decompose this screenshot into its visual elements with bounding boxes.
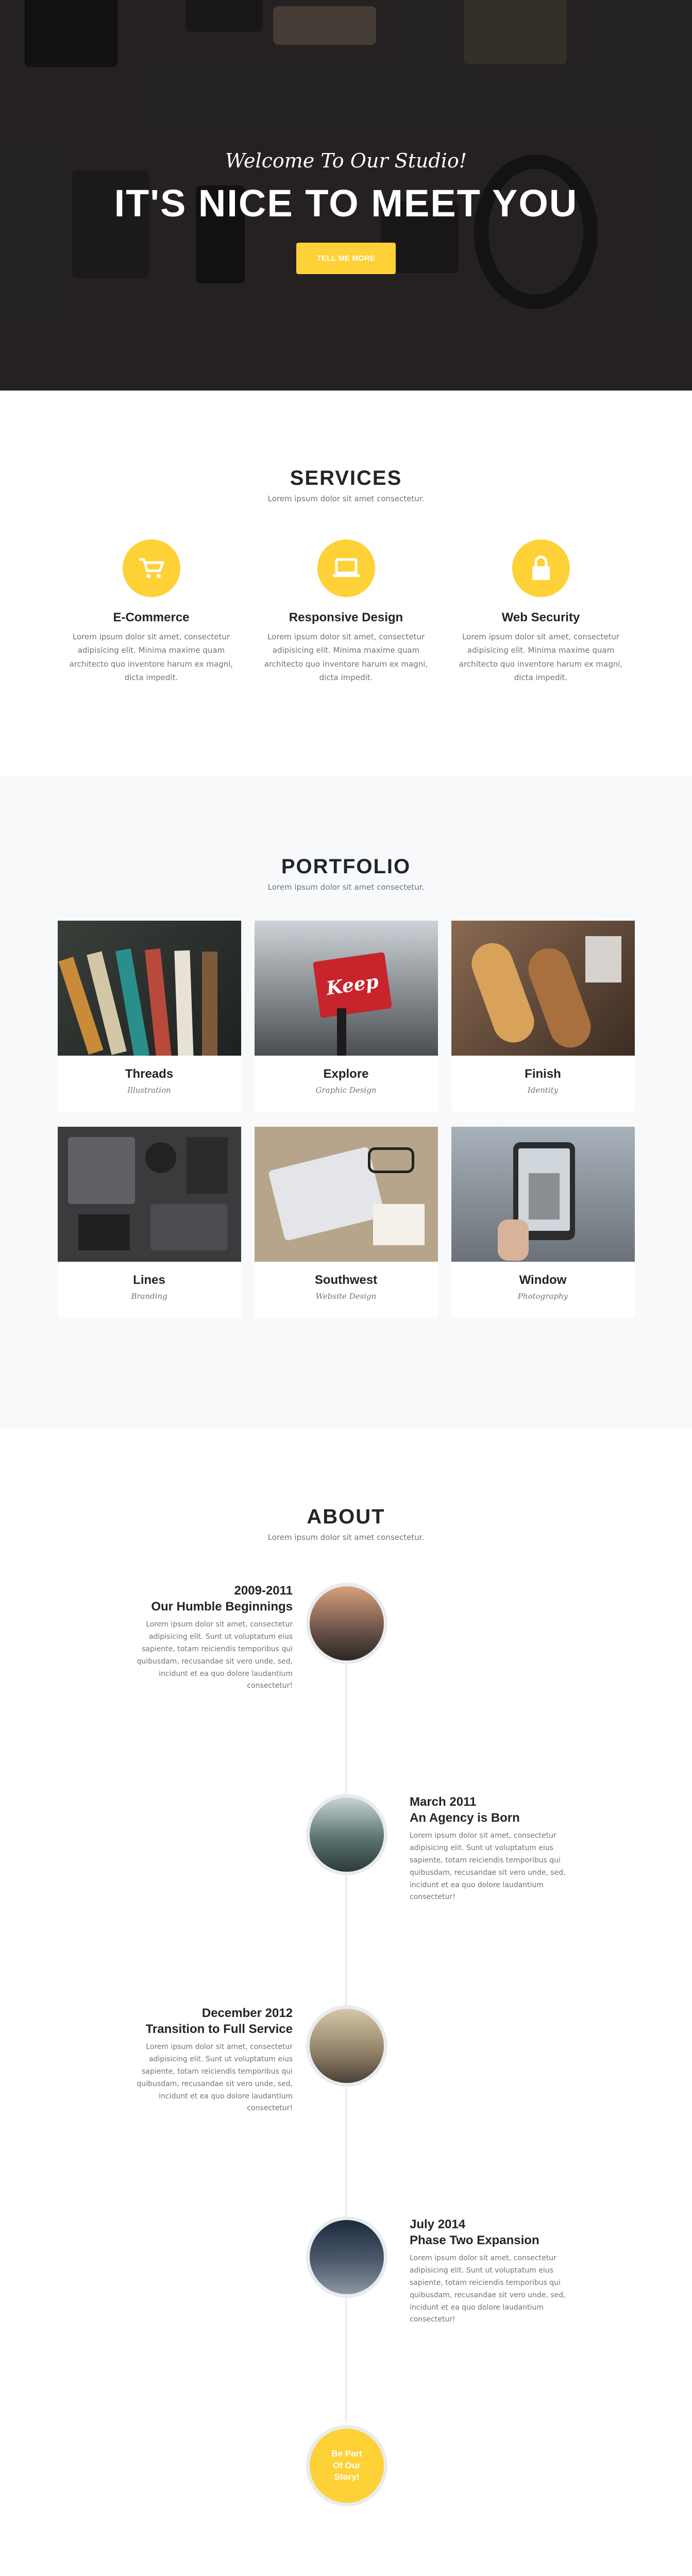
timeline-heading: Phase Two Expansion <box>410 2233 539 2248</box>
timeline-image <box>306 1794 387 1875</box>
timeline-body: Lorem ipsum dolor sit amet, consectetur adipisicing elit. Sunt ut voluptatum eius sapiente, totam reiciendis temporibus qui quibusdam, recusandae sit vero unde, sed, incidunt et ea quo dolore laudantium consectetur! <box>410 2254 566 2324</box>
timeline-heading: Our Humble Beginnings <box>151 1600 293 1614</box>
portfolio-item-threads[interactable] <box>58 921 241 1111</box>
tell-me-more-button[interactable]: TELL ME MORE <box>296 243 396 274</box>
portfolio-item-title: Threads <box>125 1067 174 1081</box>
portfolio-image[interactable] <box>255 1127 438 1262</box>
portfolio-item-category: Identity <box>527 1086 559 1095</box>
timeline-date: 2009-2011 <box>234 1584 293 1598</box>
about-subtitle: Lorem ipsum dolor sit amet consectetur. <box>267 1533 425 1542</box>
portfolio-item-window[interactable] <box>451 1127 635 1317</box>
timeline-image <box>306 1583 387 1664</box>
service-text: Lorem ipsum dolor sit amet, consectetur adipisicing elit. Minima maxime quam architecto quo inventore harum ex magni, dicta impedit. <box>264 632 428 682</box>
hero-section <box>0 0 692 391</box>
portfolio-item-category: Illustration <box>127 1086 171 1095</box>
portfolio-item-title: Window <box>519 1273 567 1287</box>
portfolio-image[interactable] <box>58 921 241 1056</box>
portfolio-image[interactable] <box>451 921 635 1056</box>
portfolio-section <box>0 776 692 1428</box>
services-title: SERVICES <box>290 467 402 489</box>
service-title: Web Security <box>501 611 580 624</box>
portfolio-title: PORTFOLIO <box>281 855 411 878</box>
service-title: E-Commerce <box>113 611 190 624</box>
timeline-date: July 2014 <box>410 2217 466 2231</box>
be-part-of-our-story-label: Be Part Of Our Story! <box>331 2448 362 2482</box>
timeline-body: Lorem ipsum dolor sit amet, consectetur adipisicing elit. Sunt ut voluptatum eius sapiente, totam reiciendis temporibus qui quibusdam, recusandae sit vero unde, sed, incidunt et ea quo dolore laudantium consectetur! <box>410 1832 566 1902</box>
portfolio-item-explore[interactable] <box>255 921 438 1111</box>
services-subtitle: Lorem ipsum dolor sit amet consectetur. <box>267 494 425 503</box>
portfolio-image[interactable] <box>58 1127 241 1262</box>
portfolio-item-finish[interactable] <box>451 921 635 1111</box>
timeline-heading: Transition to Full Service <box>145 2022 293 2037</box>
hero-heading: IT'S NICE TO MEET YOU <box>114 182 578 225</box>
portfolio-subtitle: Lorem ipsum dolor sit amet consectetur. <box>267 883 425 892</box>
portfolio-image[interactable] <box>255 921 438 1056</box>
hero-subheading: Welcome To Our Studio! <box>225 149 467 172</box>
timeline-body: Lorem ipsum dolor sit amet, consectetur adipisicing elit. Sunt ut voluptatum eius sapiente, totam reiciendis temporibus qui quibusdam, recusandae sit vero unde, sed, incidunt et ea quo dolore laudantium consectetur! <box>137 1620 293 1690</box>
services-section <box>0 391 692 776</box>
portfolio-item-category: Graphic Design <box>315 1086 377 1095</box>
portfolio-item-southwest[interactable] <box>255 1127 438 1317</box>
portfolio-image[interactable] <box>451 1127 635 1262</box>
portfolio-item-title: Finish <box>525 1067 561 1081</box>
timeline-body: Lorem ipsum dolor sit amet, consectetur adipisicing elit. Sunt ut voluptatum eius sapiente, totam reiciendis temporibus qui quibusdam, recusandae sit vero unde, sed, incidunt et ea quo dolore laudantium consectetur! <box>137 2043 293 2113</box>
service-title: Responsive Design <box>289 611 403 624</box>
portfolio-item-title: Southwest <box>314 1273 378 1287</box>
shopping-cart-icon <box>123 539 180 597</box>
service-web-security <box>453 539 629 684</box>
portfolio-item-category: Photography <box>517 1292 568 1301</box>
about-section <box>0 1428 692 2576</box>
portfolio-item-title: Lines <box>133 1273 165 1287</box>
portfolio-item-category: Website Design <box>315 1292 377 1301</box>
keep-sign-text: Keep <box>325 971 380 999</box>
laptop-icon <box>317 539 375 597</box>
be-part-of-our-story-button[interactable] <box>306 2425 387 2506</box>
timeline-image <box>306 2216 387 2298</box>
portfolio-item-title: Explore <box>323 1067 369 1081</box>
service-responsive-design <box>259 539 434 684</box>
about-title: ABOUT <box>307 1505 385 1528</box>
service-ecommerce <box>64 539 239 684</box>
portfolio-item-lines[interactable] <box>58 1127 241 1317</box>
lock-icon <box>512 539 570 597</box>
timeline-heading: An Agency is Born <box>410 1811 520 1825</box>
portfolio-item-category: Branding <box>131 1292 167 1301</box>
timeline-date: March 2011 <box>410 1795 477 1809</box>
timeline-date: December 2012 <box>201 2006 293 2020</box>
service-text: Lorem ipsum dolor sit amet, consectetur adipisicing elit. Minima maxime quam architecto quo inventore harum ex magni, dicta impedit. <box>459 632 623 682</box>
timeline-image <box>306 2005 387 2087</box>
service-text: Lorem ipsum dolor sit amet, consectetur adipisicing elit. Minima maxime quam architecto quo inventore harum ex magni, dicta impedit. <box>69 632 233 682</box>
